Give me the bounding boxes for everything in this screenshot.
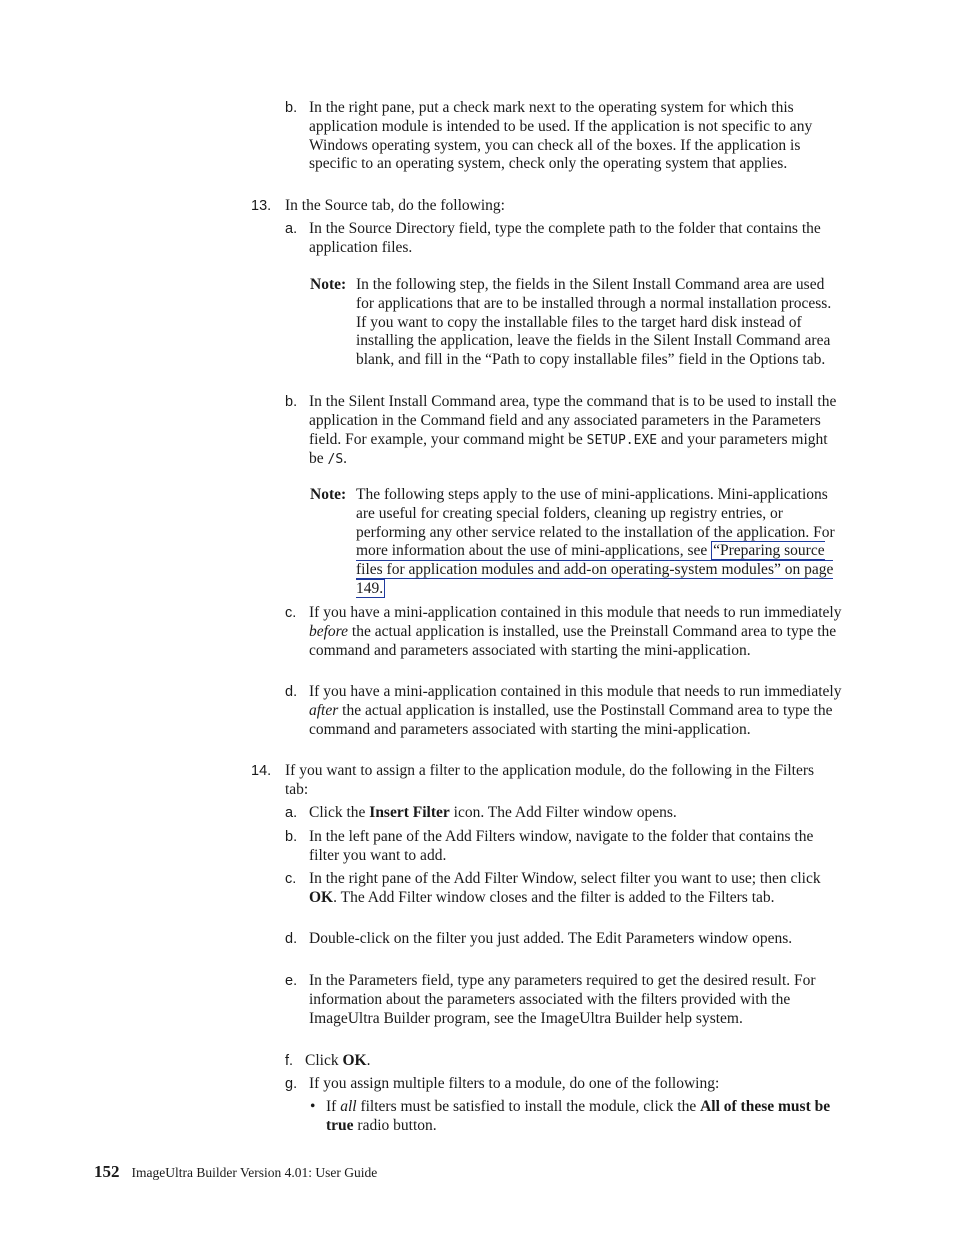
- note-text: The following steps apply to the use of mini-applications. Mini-applications are useful for creating special folders, cleaning up registry entries, or performing any other service related to the installation of the application. For more information about the use of mini-applications, see “Preparing source files for application modules and add-on operating-system modules” on page 149.: [356, 486, 835, 597]
- list-label-14e: e.: [285, 973, 298, 989]
- code-parameter-s: /S: [327, 452, 344, 468]
- list-label-13b: b.: [285, 394, 298, 410]
- paragraph-13d: If you have a mini-application contained in this module that needs to run immediately after the actual application is installed, use the Postinstall Command area to type the command and parameters associated with starting the mini-application.: [309, 683, 842, 738]
- list-label-13a: a.: [285, 221, 298, 237]
- code-setup-exe: SETUP.EXE: [586, 432, 658, 448]
- step-13-intro: In the Source tab, do the following:: [285, 197, 505, 214]
- step-14-intro: If you want to assign a filter to the application module, do the following in the Filters tab:: [285, 762, 815, 798]
- paragraph-12b: In the right pane, put a check mark next to the operating system for which this application module is intended to be used. If the application is not specific to any Windows operating system, you can check all of the boxes. If the application is specific to an operating system, check only the operating system that applies.: [309, 99, 813, 173]
- paragraph-13c: If you have a mini-application contained in this module that needs to run immediately before the actual application is installed, use the Preinstall Command area to type the command and parameters associated with starting the mini-application.: [309, 604, 842, 659]
- list-label-14a: a.: [285, 805, 298, 821]
- list-label-14f: f.: [285, 1053, 294, 1069]
- paragraph-13a: In the Source Directory field, type the complete path to the folder that contains the application files.: [309, 220, 821, 256]
- list-label-14b: b.: [285, 829, 298, 845]
- list-label-14g: g.: [285, 1076, 298, 1092]
- list-label-14d: d.: [285, 931, 298, 947]
- paragraph-13b: In the Silent Install Command area, type the command that is to be used to install the application in the Command field and any associated parameters in the Parameters field. For example, your command might be SETUP.EXE and your parameters might be /S.: [309, 393, 837, 468]
- step-number-13: 13.: [251, 198, 272, 214]
- list-label-13d: d.: [285, 684, 298, 700]
- note-text: In the following step, the fields in the Silent Install Command area are used for applications that are to be installed through a normal installation process. If you want to copy the installable files to the target hard disk instead of installing the application, leave the fields in the Silent Install Command area blank, and fill in the “Path to copy installable files” field in the Options tab.: [356, 276, 832, 369]
- note-mini-applications: [310, 486, 845, 600]
- bullet-marker: •: [310, 1098, 316, 1115]
- bullet-item-all: If all filters must be satisfied to install the module, click the All of these must be true radio button.: [326, 1098, 831, 1134]
- step-number-14: 14.: [251, 763, 272, 779]
- paragraph-14f: Click OK.: [305, 1052, 371, 1069]
- page-footer: [94, 1162, 377, 1182]
- paragraph-14e: In the Parameters field, type any parameters required to get the desired result. For information about the parameters associated with the filters provided with the ImageUltra Builder program, see the ImageUltra Builder help system.: [309, 972, 816, 1027]
- paragraph-14d: Double-click on the filter you just added. The Edit Parameters window opens.: [309, 930, 793, 947]
- cross-reference-link[interactable]: “Preparing source files for application modules and add-on operating-system modules” on page 149.: [356, 542, 834, 597]
- paragraph-14a: Click the Insert Filter icon. The Add Filter window opens.: [309, 804, 677, 821]
- paragraph-14b: In the left pane of the Add Filters window, navigate to the folder that contains the filter you want to add.: [309, 828, 814, 864]
- note-label: Note:: [310, 486, 347, 503]
- paragraph-14c: In the right pane of the Add Filter Window, select filter you want to use; then click OK. The Add Filter window closes and the filter is added to the Filters tab.: [309, 870, 821, 906]
- list-label-13c: c.: [285, 605, 297, 621]
- page-number: 152: [94, 1162, 120, 1181]
- paragraph-14g: If you assign multiple filters to a module, do one of the following:: [309, 1075, 720, 1092]
- footer-title: ImageUltra Builder Version 4.01: User Guide: [131, 1165, 378, 1180]
- note-label: Note:: [310, 276, 347, 293]
- list-label-12b: b.: [285, 100, 298, 116]
- note-silent-install: [310, 276, 845, 390]
- list-label-14c: c.: [285, 871, 297, 887]
